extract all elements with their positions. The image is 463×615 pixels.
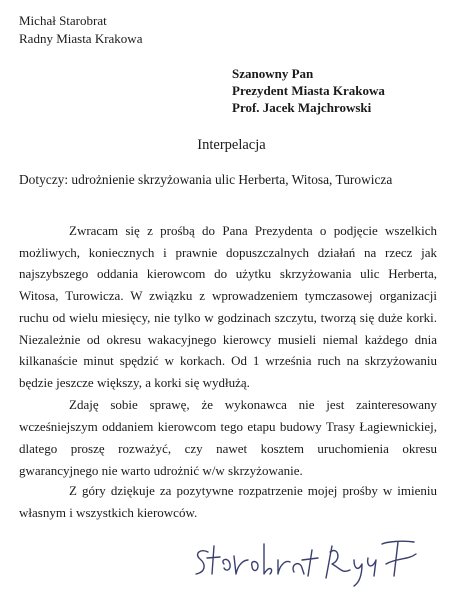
body-paragraph-2: Zdaję sobie sprawę, że wykonawca nie jest zainteresowany wcześniejszym oddaniem kierowcom tego etapu budowy Trasy Łagiewnickiej, dlatego proszę rozważyć, czy nawet kosztem uruchomienia okresu gwarancyjnego nie warto udrożnić w/w skrzyżowanie. [19, 397, 437, 478]
sender-name: Michał Starobrat [19, 13, 107, 28]
document-title: Interpelacja [197, 137, 266, 153]
sender-role: Radny Miasta Krakowa [19, 31, 143, 46]
body-paragraph-3: Z góry dziękuje za pozytywne rozpatrzenie mojej prośby w imieniu własnym i wszystkich kierowców. [19, 483, 437, 520]
body-paragraph-1: Zwracam się z prośbą do Pana Prezydenta o podjęcie wszelkich możliwych, koniecznych i prawnie dopuszczalnych działań na rzecz jak najszybszego oddania kierowcom do użytku skrzyżowania ulic Herberta, Witosa, Turowicza. W związku z wprowadzeniem tymczasowej organizacji ruchu od wielu miesięcy, nie tylko w godzinach szczytu, tworzą się duże korki. Niezależnie od okresu wakacyjnego kierowcy musieli niemal każdego dnia kilkanaście minut spędzić w korkach. Od 1 września ruch na skrzyżowaniu będzie jeszcze większy, a korki się wydłużą. [19, 223, 437, 390]
addressee-salutation: Szanowny Pan [232, 66, 314, 81]
addressee-office: Prezydent Miasta Krakowa [232, 83, 385, 98]
document-subject: Dotyczy: udrożnienie skrzyżowania ulic Herberta, Witosa, Turowicza [19, 172, 393, 187]
handwritten-signature [190, 530, 430, 590]
addressee-name: Prof. Jacek Majchrowski [232, 100, 372, 115]
